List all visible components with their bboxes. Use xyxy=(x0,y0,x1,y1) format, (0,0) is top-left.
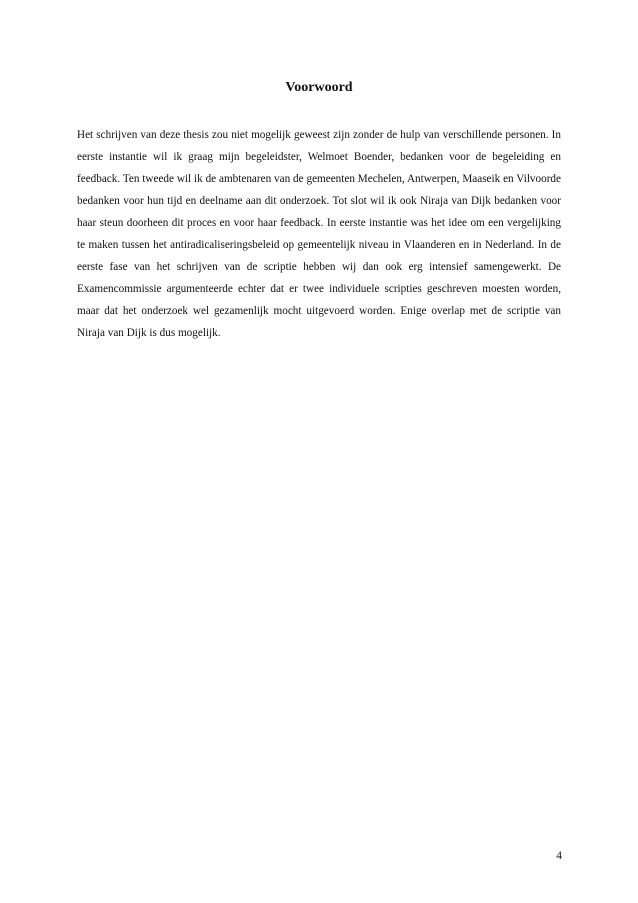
page-title: Voorwoord xyxy=(285,80,353,95)
page-number: 4 xyxy=(556,850,562,862)
foreword-paragraph: Het schrijven van deze thesis zou niet mogelijk geweest zijn zonder de hulp van verschillende personen. In eerste instantie wil ik graag mijn begeleidster, Welmoet Boender, bedanken voor de begeleiding en feedback. Ten tweede wil ik de ambtenaren van de gemeenten Mechelen, Antwerpen, Maaseik en Vilvoorde bedanken voor hun tijd en deelname aan dit onderzoek. Tot slot wil ik ook Niraja van Dijk bedanken voor haar steun doorheen dit proces en voor haar feedback. In eerste instantie was het idee om een vergelijking te maken tussen het antiradicaliseringsbeleid op gemeentelijk niveau in Vlaanderen en in Nederland. In de eerste fase van het schrijven van de scriptie hebben wij dan ook erg intensief samengewerkt. De Examencommissie argumenteerde echter dat er twee individuele scripties geschreven moesten worden, maar dat het onderzoek wel gezamenlijk mocht uitgevoerd worden. Enige overlap met de scriptie van Niraja van Dijk is dus mogelijk. xyxy=(77,129,561,339)
